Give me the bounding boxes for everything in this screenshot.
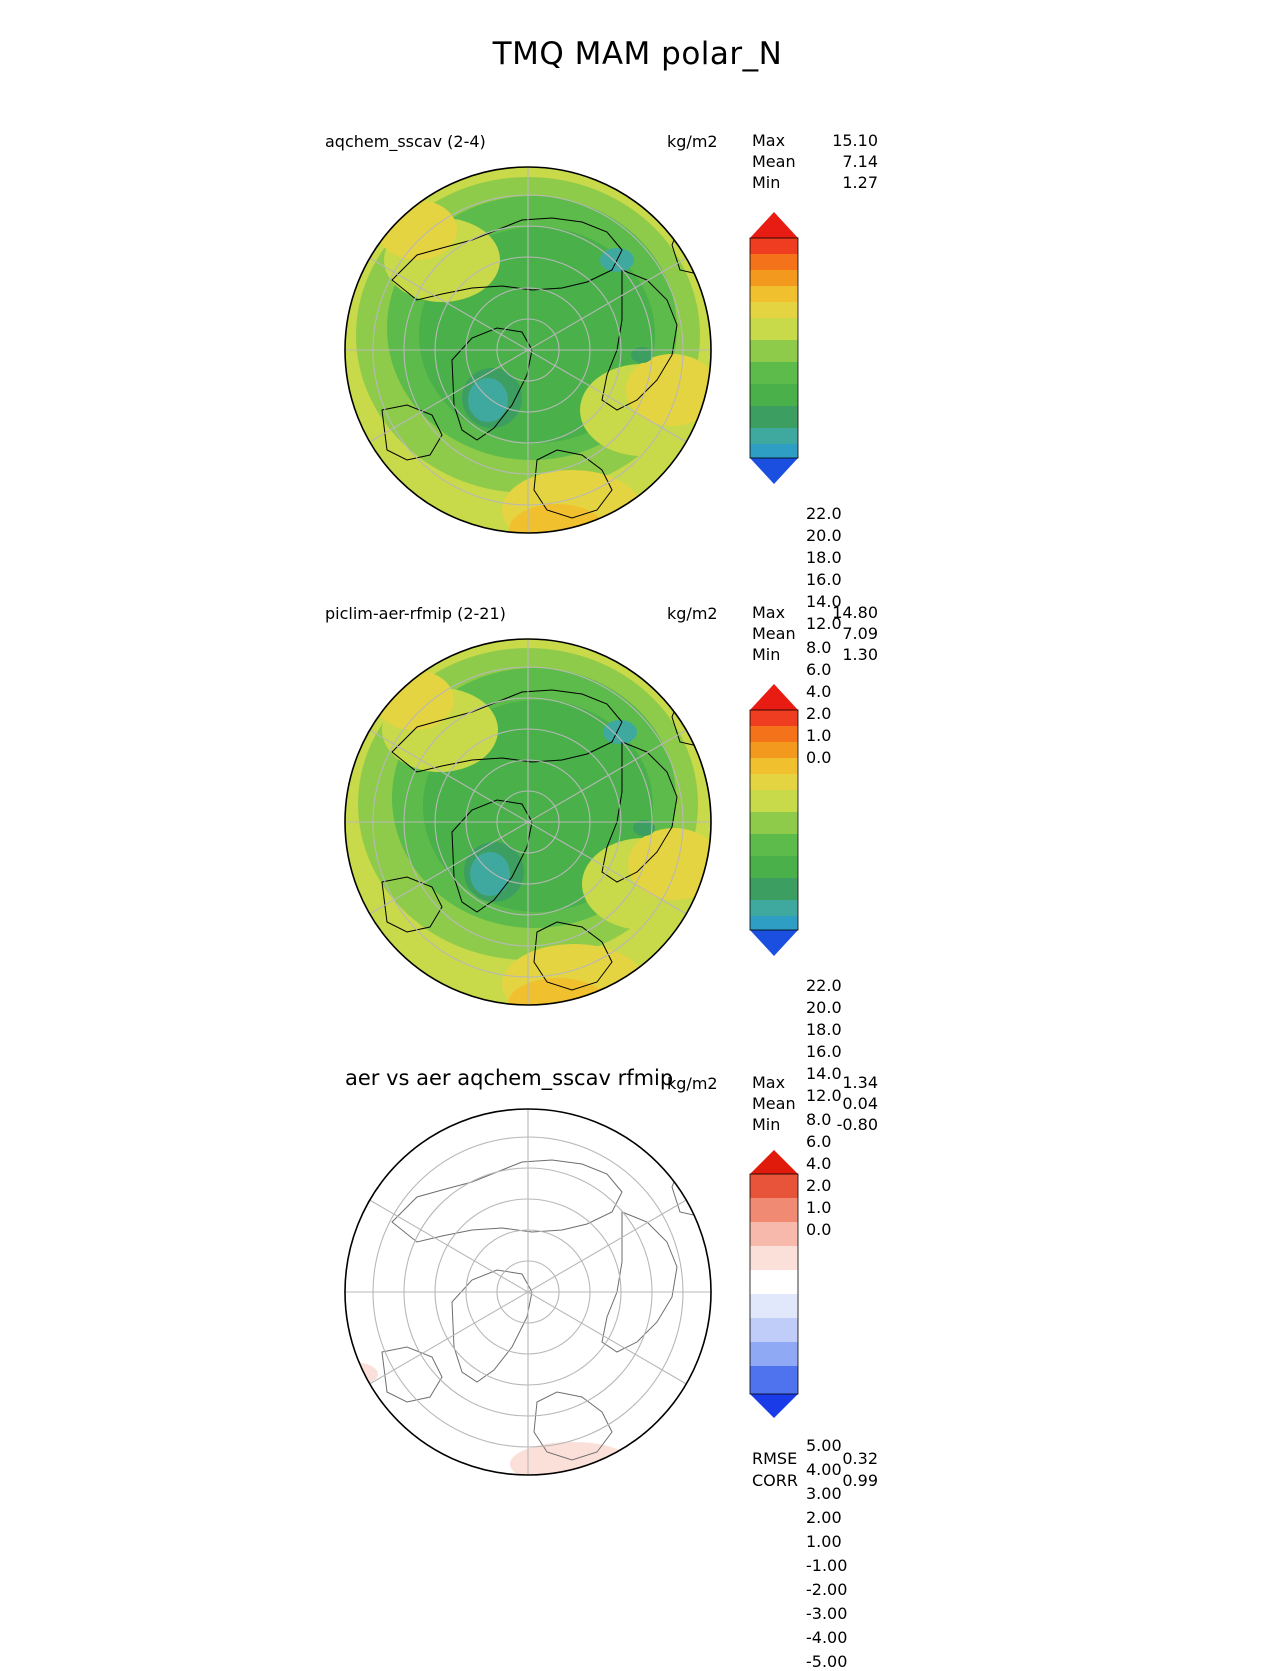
footer-stat-value: 0.99 xyxy=(842,1471,878,1490)
panel-2-case-label: piclim-aer-rfmip (2-21) xyxy=(325,604,506,623)
polar-map-2 xyxy=(322,632,734,1012)
panel-3-stats xyxy=(752,1072,878,1135)
stat-key: Mean xyxy=(752,1094,796,1113)
colorbar-1-svg xyxy=(748,212,800,484)
stat-value: 7.09 xyxy=(842,624,878,643)
stat-key: Mean xyxy=(752,152,796,171)
panel-1-units-label: kg/m2 xyxy=(667,132,718,151)
polar-map-1-svg xyxy=(322,160,734,540)
stat-key: Max xyxy=(752,1073,786,1092)
stat-value: 1.30 xyxy=(842,645,878,664)
stat-key: Max xyxy=(752,603,786,622)
polar-map-2-svg xyxy=(322,632,734,1012)
panel-1-stats xyxy=(752,130,878,193)
footer-stat-key: CORR xyxy=(752,1471,798,1490)
footer-stat-value: 0.32 xyxy=(842,1449,878,1468)
colorbar-3-svg xyxy=(748,1150,800,1418)
panel-2-stats xyxy=(752,602,878,665)
stat-value: 7.14 xyxy=(842,152,878,171)
colorbar-1: 22.0 20.0 18.0 16.0 14.0 12.0 8.0 6.0 4.0 2.0 1.0 0.0 xyxy=(748,212,800,488)
colorbar-2-svg xyxy=(748,684,800,956)
stat-value: 0.04 xyxy=(842,1094,878,1113)
polar-map-3 xyxy=(322,1102,734,1482)
panel-1-case-label: aqchem_sscav (2-4) xyxy=(325,132,486,151)
stat-value: -0.80 xyxy=(836,1115,878,1134)
stat-value: 15.10 xyxy=(832,131,878,150)
panel-3-footer-stats xyxy=(752,1448,878,1492)
panel-3-case-label: aer vs aer aqchem_sscav rfmip xyxy=(345,1066,674,1090)
stat-key: Max xyxy=(752,131,786,150)
footer-stat-key: RMSE xyxy=(752,1449,798,1468)
stat-key: Min xyxy=(752,1115,781,1134)
stat-key: Mean xyxy=(752,624,796,643)
stat-key: Min xyxy=(752,645,781,664)
colorbar-3: 5.00 4.00 3.00 2.00 1.00 -1.00 -2.00 -3.00 -4.00 -5.00 xyxy=(748,1150,800,1422)
stat-value: 1.27 xyxy=(842,173,878,192)
panel-3-units-label: kg/m2 xyxy=(667,1074,718,1093)
stat-key: Min xyxy=(752,173,781,192)
stat-value: 1.34 xyxy=(842,1073,878,1092)
polar-map-3-svg xyxy=(322,1102,734,1482)
page-title: TMQ MAM polar_N xyxy=(492,36,783,72)
stat-value: 14.80 xyxy=(832,603,878,622)
colorbar-2: 22.0 20.0 18.0 16.0 14.0 12.0 8.0 6.0 4.0 2.0 1.0 0.0 xyxy=(748,684,800,960)
polar-map-1 xyxy=(322,160,734,540)
panel-2-units-label: kg/m2 xyxy=(667,604,718,623)
